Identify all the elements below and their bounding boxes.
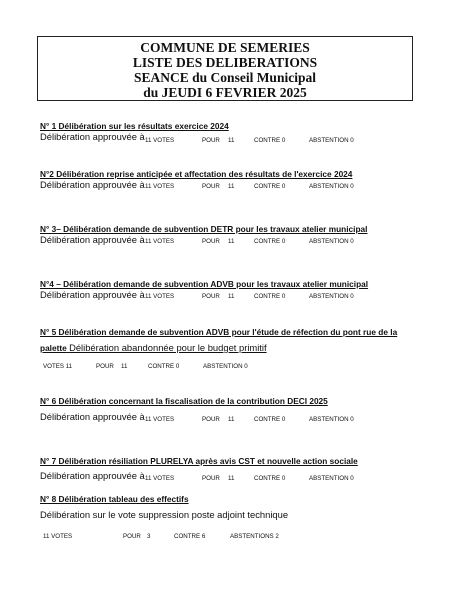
pour-label: POUR (96, 363, 114, 370)
deliberation-item (40, 121, 410, 143)
contre-count: CONTRE 0 (254, 137, 286, 144)
deliberation-item (40, 396, 410, 423)
pour-label: POUR (202, 137, 220, 144)
pour-count: 11 (228, 238, 235, 245)
pour-count: 11 (228, 137, 235, 144)
pour-label: POUR (202, 416, 220, 423)
pour-label: POUR (202, 293, 220, 300)
commune-name: COMMUNE DE SEMERIES (140, 40, 310, 55)
contre-count: CONTRE 0 (254, 293, 286, 300)
deliberation-title: N°2 Délibération reprise anticipée et affectation des résultats de l'exercice 2024 (40, 169, 353, 179)
pour-label: POUR (202, 238, 220, 245)
contre-count: CONTRE 0 (254, 183, 286, 190)
deliberation-title: N° 1 Délibération sur les résultats exercice 2024 (40, 121, 229, 131)
header-box (37, 36, 413, 101)
list-title: LISTE DES DELIBERATIONS (132, 55, 318, 70)
deliberation-title: N° 8 Délibération tableau des effectifs (40, 494, 189, 504)
contre-count: CONTRE 0 (254, 475, 286, 482)
deliberation-text: Délibération approuvée à (40, 131, 145, 142)
abstention-count: ABSTENTIONS 2 (230, 533, 279, 540)
votes-count: VOTES 11 (43, 363, 73, 370)
pour-count: 11 (228, 475, 235, 482)
session-title: SEANCE du Conseil Municipal (134, 70, 316, 85)
pour-count: 11 (228, 416, 235, 423)
pour-label: POUR (202, 183, 220, 190)
votes-count: 11 VOTES (145, 416, 175, 423)
abstention-count: ABSTENTION 0 (309, 293, 354, 300)
abstention-count: ABSTENTION 0 (309, 183, 354, 190)
abstention-count: ABSTENTION 0 (309, 238, 354, 245)
votes-count: 11 VOTES (145, 238, 175, 245)
session-date: du JEUDI 6 FEVRIER 2025 (143, 85, 307, 100)
deliberation-text: Délibération abandonnée pour le budget primitif (69, 342, 267, 353)
contre-count: CONTRE 0 (148, 363, 180, 370)
deliberation-item (40, 456, 410, 482)
abstention-count: ABSTENTION 0 (309, 475, 354, 482)
deliberation-text: Délibération sur le vote suppression poste adjoint technique (40, 509, 289, 520)
contre-count: CONTRE 0 (254, 416, 286, 423)
deliberation-title (40, 325, 410, 356)
deliberation-title: N°4 – Délibération demande de subvention ADVB pour les travaux atelier municipal (40, 279, 369, 289)
deliberation-text: Délibération approuvée à (40, 411, 145, 422)
votes-count: 11 VOTES (43, 533, 73, 540)
deliberation-text: Délibération approuvée à (40, 289, 145, 300)
deliberation-item (40, 224, 410, 246)
pour-count: 11 (228, 183, 235, 190)
deliberation-title: N° 6 Délibération concernant la fiscalisation de la contribution DECI 2025 (40, 396, 328, 406)
votes-count: 11 VOTES (145, 137, 175, 144)
deliberation-item (40, 279, 410, 301)
contre-count: CONTRE 0 (254, 238, 286, 245)
deliberation-text: Délibération approuvée à (40, 234, 145, 245)
deliberation-item (40, 169, 410, 191)
pour-label: POUR (123, 533, 141, 540)
votes-count: 11 VOTES (145, 183, 175, 190)
deliberation-title: N° 3– Délibération demande de subvention DETR pour les travaux atelier municipal (40, 224, 368, 234)
deliberation-item (40, 325, 410, 370)
pour-count: 11 (121, 363, 128, 370)
deliberation-title: N° 7 Délibération résiliation PLURELYA après avis CST et nouvelle action sociale (40, 456, 358, 466)
deliberation-text: Délibération approuvée à (40, 470, 145, 481)
contre-count: CONTRE 6 (174, 533, 206, 540)
deliberation-item (40, 494, 410, 540)
abstention-count: ABSTENTION 0 (309, 137, 354, 144)
pour-count: 11 (228, 293, 235, 300)
deliberation-text: Délibération approuvée à (40, 179, 145, 190)
deliberation-title-text: N° 5 Délibération demande de subvention ADVB pour l'étude de réfection du pont rue de la palette (40, 327, 398, 353)
abstention-count: ABSTENTION 0 (203, 363, 248, 370)
pour-label: POUR (202, 475, 220, 482)
abstention-count: ABSTENTION 0 (309, 416, 354, 423)
votes-count: 11 VOTES (145, 293, 175, 300)
pour-count: 3 (147, 533, 151, 540)
votes-count: 11 VOTES (145, 475, 175, 482)
